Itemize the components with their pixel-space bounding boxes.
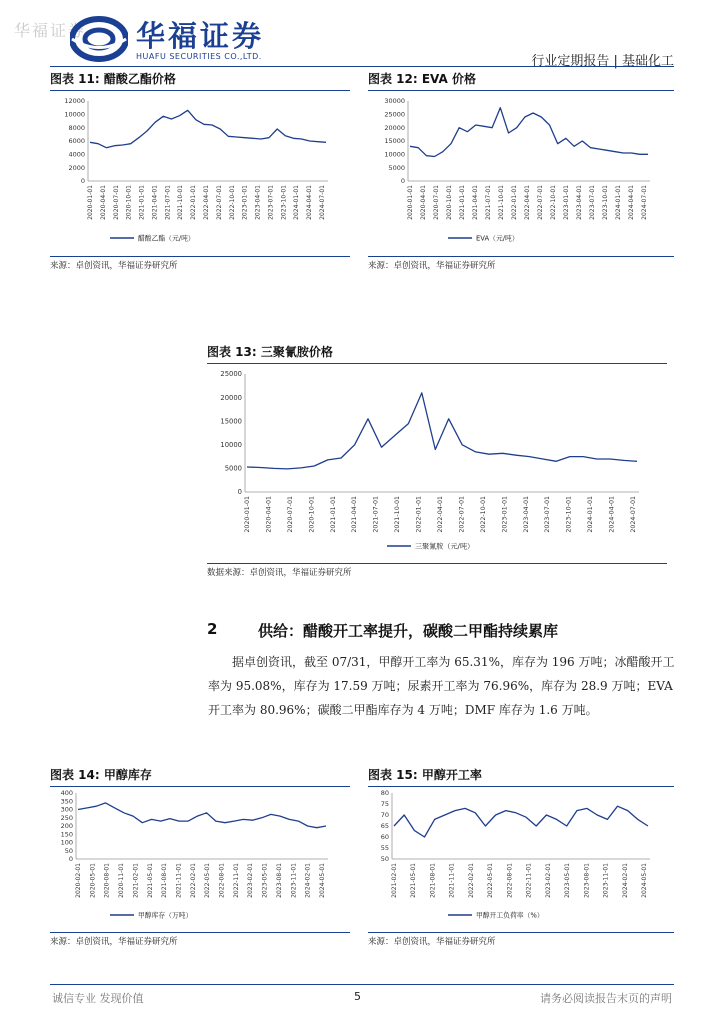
figure-title-rule: [368, 786, 674, 787]
x-tick-label: 2024-02-01: [621, 863, 629, 898]
x-tick-label: 2023-04-01: [254, 185, 262, 220]
y-tick-label: 65: [380, 822, 389, 831]
y-tick-label: 5000: [224, 464, 242, 473]
y-tick-label: 0: [237, 488, 242, 497]
legend-label: 甲醇库存（万吨）: [138, 911, 193, 920]
x-tick-label: 2021-10-01: [177, 185, 185, 220]
footer-disclaimer: 请务必阅读报告末页的声明: [540, 992, 672, 1005]
x-tick-label: 2020-04-01: [265, 496, 273, 533]
y-tick-label: 0: [400, 177, 405, 186]
company-logo: [70, 14, 280, 64]
x-tick-label: 2021-07-01: [372, 496, 380, 533]
legend-label: 三聚氰胺（元/吨）: [415, 541, 475, 551]
series-line: [410, 108, 648, 157]
y-tick-label: 400: [60, 789, 73, 798]
figure-title-rule: [50, 786, 350, 787]
x-tick-label: 2021-10-01: [394, 496, 402, 533]
x-tick-label: 2021-05-01: [410, 863, 418, 898]
figure-title-rule: [50, 90, 350, 91]
x-tick-label: 2021-01-01: [459, 185, 466, 220]
y-tick-label: 50: [380, 855, 389, 864]
x-tick-label: 2024-01-01: [293, 185, 301, 220]
section-paragraph: 据卓创资讯，截至 07/31，甲醇开工率为 65.31%，库存为 196 万吨；冰醋酸开工率为 95.08%，库存为 17.59 万吨；尿素开工率为 76.96%，库存为 28.9 万吨；EVA 开工率为 80.96%；碳酸二甲酯库存为 4 万吨；DMF 库存为 1.6 万吨。: [208, 655, 675, 717]
x-tick-label: 2020-10-01: [125, 185, 133, 220]
x-tick-label: 2024-07-01: [630, 496, 637, 533]
x-tick-label: 2021-04-01: [351, 496, 359, 533]
y-tick-label: 70: [380, 811, 389, 820]
y-tick-label: 25000: [220, 370, 242, 379]
x-tick-label: 2022-05-01: [487, 863, 495, 898]
x-tick-label: 2022-04-01: [524, 185, 531, 220]
x-tick-label: 2023-11-01: [602, 863, 610, 898]
y-tick-label: 20000: [220, 393, 242, 402]
legend-label: 醋酸乙酯（元/吨）: [138, 234, 195, 243]
x-tick-label: 2022-08-01: [506, 863, 514, 898]
x-tick-label: 2022-02-01: [189, 863, 197, 898]
x-tick-label: 2021-01-01: [329, 496, 337, 533]
page-number: 5: [354, 990, 361, 1003]
x-tick-label: 2022-08-01: [218, 863, 226, 898]
report-type: 行业定期报告 | 基础化工: [531, 54, 674, 69]
x-tick-label: 2022-01-01: [190, 185, 198, 220]
x-tick-label: 2020-04-01: [420, 185, 427, 220]
figure-11: [50, 70, 350, 91]
series-line: [90, 110, 326, 147]
footer-slogan: 诚信专业 发现价值: [52, 992, 144, 1005]
x-tick-label: 2024-01-01: [615, 185, 622, 220]
y-tick-label: 25000: [384, 110, 405, 119]
figure-title: 图表 14: 甲醇库存: [50, 768, 152, 782]
x-tick-label: 2021-07-01: [164, 185, 172, 220]
figure-13: [207, 343, 667, 364]
series-line: [394, 806, 648, 837]
y-tick-label: 2000: [68, 163, 85, 172]
x-tick-label: 2020-08-01: [103, 863, 111, 898]
x-tick-label: 2022-01-01: [511, 185, 518, 220]
y-tick-label: 55: [380, 844, 389, 853]
x-tick-label: 2020-01-01: [407, 185, 414, 220]
source-rule: [50, 256, 350, 257]
footer-divider: [50, 984, 674, 985]
watermark: 华福证券: [14, 21, 87, 40]
x-tick-label: 2020-10-01: [446, 185, 453, 220]
figure-title: 图表 11: 醋酸乙酯价格: [50, 72, 176, 86]
y-tick-label: 80: [380, 789, 389, 798]
y-tick-label: 5000: [388, 163, 405, 172]
x-tick-label: 2024-01-01: [587, 496, 595, 533]
x-tick-label: 2020-07-01: [433, 185, 440, 220]
y-tick-label: 4000: [68, 150, 85, 159]
x-tick-label: 2022-01-01: [415, 496, 423, 533]
x-tick-label: 2021-01-01: [138, 185, 146, 220]
logo-text-cn: 华福证券: [136, 19, 265, 53]
x-tick-label: 2022-04-01: [437, 496, 444, 533]
x-tick-label: 2023-02-01: [247, 863, 255, 898]
y-tick-label: 350: [60, 797, 73, 806]
y-tick-label: 15000: [220, 417, 242, 426]
x-tick-label: 2021-10-01: [498, 185, 505, 220]
x-tick-label: 2023-02-01: [544, 863, 552, 898]
source-rule: [50, 932, 350, 933]
legend-label: 甲醇开工负荷率（%）: [476, 911, 544, 920]
methanol-operating-rate-chart: [368, 789, 674, 931]
y-tick-label: 100: [60, 838, 73, 847]
melamine-price-chart: [207, 366, 667, 560]
x-tick-label: 2024-04-01: [608, 496, 616, 533]
source-rule: [368, 932, 674, 933]
x-tick-label: 2023-05-01: [564, 863, 572, 898]
y-tick-label: 8000: [68, 123, 85, 132]
y-tick-label: 0: [68, 855, 73, 864]
x-tick-label: 2021-08-01: [429, 863, 437, 898]
x-tick-label: 2023-07-01: [589, 185, 596, 220]
header-divider: [50, 66, 674, 67]
x-tick-label: 2023-01-01: [501, 496, 509, 533]
y-tick-label: 12000: [64, 97, 85, 106]
figure-source: 来源：卓创资讯，华福证券研究所: [368, 261, 496, 271]
x-tick-label: 2022-11-01: [232, 863, 240, 898]
x-tick-label: 2022-10-01: [228, 185, 236, 220]
series-line: [78, 803, 326, 828]
x-tick-label: 2022-04-01: [203, 185, 210, 220]
y-tick-label: 0: [80, 177, 85, 186]
figure-title-rule: [207, 363, 667, 364]
figure-14: [50, 766, 350, 787]
y-tick-label: 10000: [64, 110, 85, 119]
x-tick-label: 2022-07-01: [458, 496, 466, 533]
x-tick-label: 2022-11-01: [525, 863, 533, 898]
x-tick-label: 2021-11-01: [175, 863, 183, 898]
x-tick-label: 2023-08-01: [275, 863, 283, 898]
x-tick-label: 2023-07-01: [267, 185, 275, 220]
x-tick-label: 2022-10-01: [550, 185, 557, 220]
section-number: 2: [207, 620, 218, 638]
figure-12: [368, 70, 674, 91]
x-tick-label: 2022-02-01: [467, 863, 475, 898]
x-tick-label: 2021-02-01: [132, 863, 140, 898]
figure-title: 图表 12: EVA 价格: [368, 72, 476, 86]
y-tick-label: 6000: [68, 137, 85, 146]
x-tick-label: 2022-07-01: [537, 185, 544, 220]
x-tick-label: 2020-01-01: [87, 185, 94, 220]
figure-source: 来源：卓创资讯，华福证券研究所: [50, 261, 178, 271]
logo-emblem-icon: [70, 16, 128, 62]
y-tick-label: 300: [60, 805, 73, 814]
eva-price-chart: [368, 93, 674, 253]
x-tick-label: 2023-10-01: [602, 185, 609, 220]
x-tick-label: 2021-07-01: [485, 185, 492, 220]
x-tick-label: 2023-05-01: [261, 863, 269, 898]
figure-title-rule: [368, 90, 674, 91]
x-tick-label: 2021-02-01: [391, 863, 398, 898]
y-tick-label: 50: [64, 846, 73, 855]
x-tick-label: 2024-02-01: [304, 863, 312, 898]
y-tick-label: 20000: [384, 123, 405, 132]
x-tick-label: 2024-05-01: [319, 863, 326, 898]
x-tick-label: 2023-01-01: [563, 185, 570, 220]
series-line: [247, 393, 637, 469]
x-tick-label: 2020-04-01: [99, 185, 107, 220]
x-tick-label: 2023-11-01: [290, 863, 298, 898]
x-tick-label: 2022-05-01: [204, 863, 212, 898]
y-tick-label: 250: [60, 813, 73, 822]
y-tick-label: 10000: [384, 150, 405, 159]
source-rule: [207, 563, 667, 564]
figure-source: 数据来源：卓创资讯，华福证券研究所: [207, 568, 352, 578]
figure-source: 来源：卓创资讯，华福证券研究所: [50, 937, 178, 947]
logo-text-en: HUAFU SECURITIES CO.,LTD.: [136, 52, 262, 61]
x-tick-label: 2023-10-01: [565, 496, 573, 533]
x-tick-label: 2021-11-01: [448, 863, 456, 898]
x-tick-label: 2024-07-01: [641, 185, 648, 220]
y-tick-label: 30000: [384, 97, 405, 106]
x-tick-label: 2020-02-01: [75, 863, 82, 898]
x-tick-label: 2024-07-01: [319, 185, 326, 220]
x-tick-label: 2024-04-01: [306, 185, 314, 220]
figure-15: [368, 766, 674, 787]
y-tick-label: 200: [60, 822, 73, 831]
ethyl-acetate-price-chart: [50, 93, 350, 253]
x-tick-label: 2024-05-01: [641, 863, 648, 898]
x-tick-label: 2023-01-01: [241, 185, 249, 220]
figure-title: 图表 15: 甲醇开工率: [368, 768, 482, 782]
legend-label: EVA（元/吨）: [476, 234, 519, 243]
figure-source: 来源：卓创资讯，华福证券研究所: [368, 937, 496, 947]
x-tick-label: 2021-04-01: [151, 185, 159, 220]
source-rule: [368, 256, 674, 257]
x-tick-label: 2023-08-01: [583, 863, 591, 898]
x-tick-label: 2023-04-01: [576, 185, 583, 220]
x-tick-label: 2020-10-01: [308, 496, 316, 533]
y-tick-label: 15000: [384, 137, 405, 146]
x-tick-label: 2024-04-01: [628, 185, 635, 220]
x-tick-label: 2020-07-01: [286, 496, 294, 533]
y-tick-label: 10000: [220, 441, 242, 449]
x-tick-label: 2022-07-01: [215, 185, 223, 220]
x-tick-label: 2020-07-01: [112, 185, 120, 220]
figure-title: 图表 13: 三聚氰胺价格: [207, 345, 333, 359]
x-tick-label: 2023-04-01: [522, 496, 530, 533]
x-tick-label: 2020-11-01: [118, 863, 126, 898]
x-tick-label: 2020-05-01: [89, 863, 97, 898]
x-tick-label: 2021-04-01: [472, 185, 479, 220]
x-tick-label: 2023-10-01: [280, 184, 288, 220]
y-tick-label: 75: [380, 800, 389, 809]
section-title: 供给：醋酸开工率提升，碳酸二甲酯持续累库: [258, 622, 559, 640]
methanol-inventory-chart: [50, 789, 350, 931]
x-tick-label: 2021-08-01: [161, 863, 169, 898]
x-tick-label: 2021-05-01: [146, 863, 154, 898]
y-tick-label: 60: [380, 833, 389, 842]
x-tick-label: 2023-07-01: [544, 496, 552, 533]
x-tick-label: 2020-01-01: [244, 496, 251, 533]
x-tick-label: 2022-10-01: [479, 496, 487, 533]
y-tick-label: 150: [60, 830, 73, 839]
